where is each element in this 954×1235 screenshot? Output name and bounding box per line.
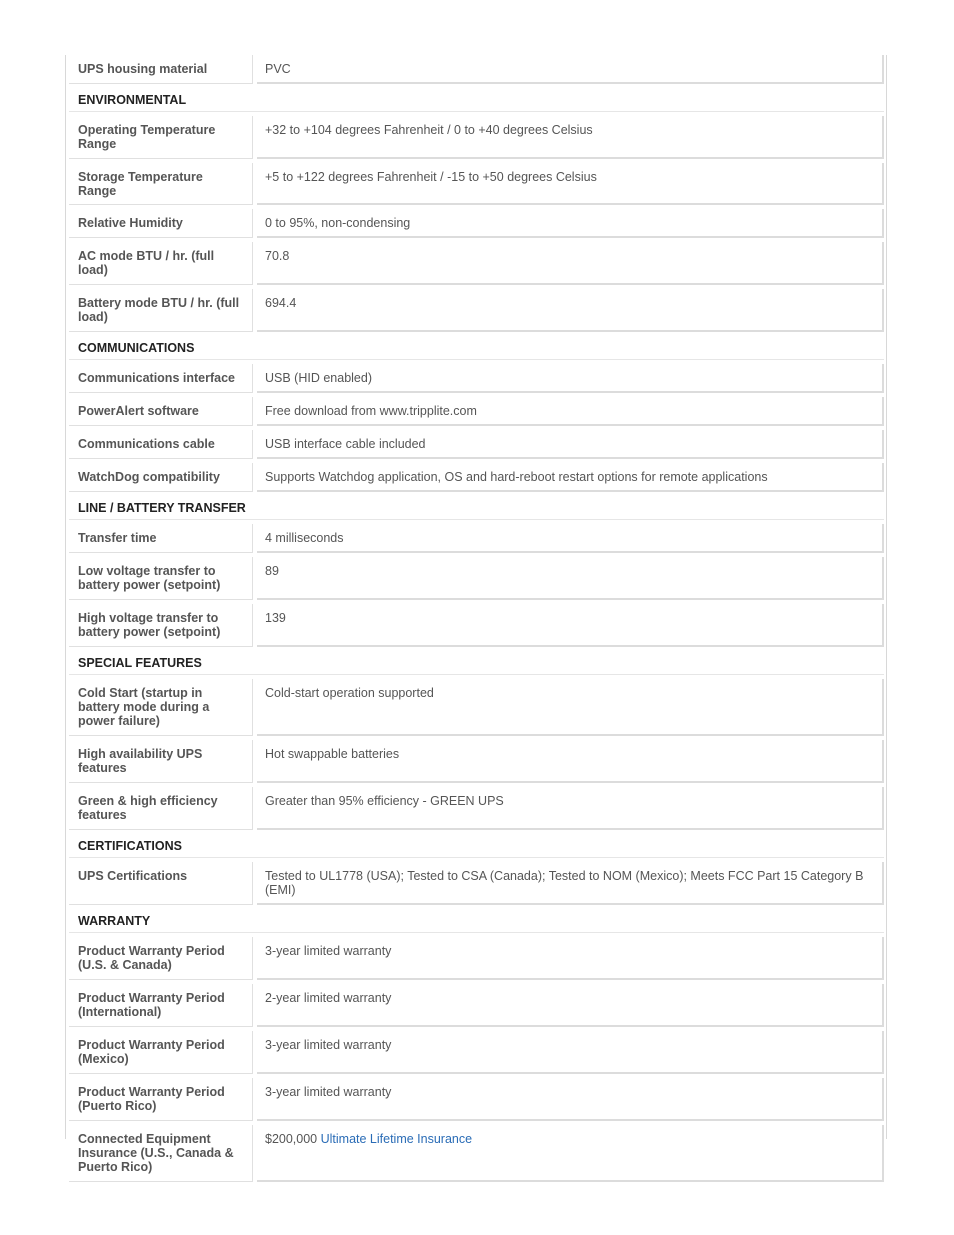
spec-value-text: Cold-start operation supported [265, 686, 434, 700]
spec-value [257, 604, 884, 647]
spec-row [69, 163, 884, 205]
spec-label: Cold Start (startup in battery mode during a power failure) [69, 679, 253, 736]
spec-label: Product Warranty Period (International) [69, 984, 253, 1027]
spec-label: Communications interface [69, 364, 253, 393]
spec-value [257, 463, 884, 492]
spec-label: Green & high efficiency features [69, 787, 253, 830]
spec-value-text: USB (HID enabled) [265, 371, 372, 385]
spec-row [69, 209, 884, 238]
spec-value-text: 3-year limited warranty [265, 1085, 392, 1099]
spec-label: UPS housing material [69, 55, 253, 84]
spec-row [69, 524, 884, 553]
spec-value [257, 209, 884, 238]
spec-label: Low voltage transfer to battery power (setpoint) [69, 557, 253, 600]
spec-row [69, 937, 884, 980]
spec-value-text: Greater than 95% efficiency - GREEN UPS [265, 794, 504, 808]
insurance-link[interactable]: Ultimate Lifetime Insurance [320, 1132, 473, 1146]
spec-row [69, 397, 884, 426]
spec-value [257, 557, 884, 600]
spec-value-text: 139 [265, 611, 286, 625]
spec-value-text: 0 to 95%, non-condensing [265, 216, 411, 230]
spec-row [69, 1078, 884, 1121]
spec-value-text: 2-year limited warranty [265, 991, 392, 1005]
spec-label: AC mode BTU / hr. (full load) [69, 242, 253, 285]
spec-value [257, 430, 884, 459]
spec-row [69, 604, 884, 647]
spec-value [257, 163, 884, 205]
spec-value-text: 89 [265, 564, 279, 578]
section-title: ENVIRONMENTAL [69, 88, 884, 112]
spec-row [69, 679, 884, 736]
spec-value [257, 397, 884, 426]
spec-value-text: 70.8 [265, 249, 290, 263]
spec-label: Product Warranty Period (Puerto Rico) [69, 1078, 253, 1121]
spec-value [257, 116, 884, 159]
spec-value [257, 1031, 884, 1074]
section-title: LINE / BATTERY TRANSFER [69, 496, 884, 520]
spec-value-text: Hot swappable batteries [265, 747, 400, 761]
spec-row [69, 430, 884, 459]
spec-label: Product Warranty Period (U.S. & Canada) [69, 937, 253, 980]
section-title: COMMUNICATIONS [69, 336, 884, 360]
spec-value-text: 3-year limited warranty [265, 1038, 392, 1052]
spec-value [257, 787, 884, 830]
spec-row [69, 242, 884, 285]
spec-row [69, 463, 884, 492]
spec-label: Battery mode BTU / hr. (full load) [69, 289, 253, 332]
spec-label: High availability UPS features [69, 740, 253, 783]
spec-value-text: $200,000 [265, 1132, 321, 1146]
spec-label: High voltage transfer to battery power (setpoint) [69, 604, 253, 647]
spec-row [69, 862, 884, 905]
spec-row [69, 740, 884, 783]
spec-row [69, 557, 884, 600]
spec-label: WatchDog compatibility [69, 463, 253, 492]
spec-value [257, 984, 884, 1027]
spec-value [257, 242, 884, 285]
spec-value [257, 1078, 884, 1121]
spec-row [69, 116, 884, 159]
spec-value [257, 524, 884, 553]
spec-label: UPS Certifications [69, 862, 253, 905]
spec-row [69, 1125, 884, 1182]
section-title: CERTIFICATIONS [69, 834, 884, 858]
spec-value [257, 679, 884, 736]
spec-value [257, 740, 884, 783]
spec-value-text: Tested to UL1778 (USA); Tested to CSA (Canada); Tested to NOM (Mexico); Meets FCC Part 15 Category B (EMI) [265, 869, 864, 897]
spec-value [257, 937, 884, 980]
section-title: SPECIAL FEATURES [69, 651, 884, 675]
spec-value [257, 289, 884, 332]
spec-value-text: Supports Watchdog application, OS and hard-reboot restart options for remote applications [265, 470, 768, 484]
spec-row [69, 55, 884, 84]
spec-label: Transfer time [69, 524, 253, 553]
spec-row [69, 289, 884, 332]
spec-row [69, 787, 884, 830]
spec-label: Connected Equipment Insurance (U.S., Canada & Puerto Rico) [69, 1125, 253, 1182]
section-header-row [69, 496, 884, 520]
spec-row [69, 1031, 884, 1074]
section-header-row [69, 336, 884, 360]
spec-value [257, 364, 884, 393]
section-header-row [69, 88, 884, 112]
spec-value-text: 694.4 [265, 296, 297, 310]
spec-value [257, 1125, 884, 1182]
section-header-row [69, 651, 884, 675]
spec-value-text: PVC [265, 62, 291, 76]
spec-label: PowerAlert software [69, 397, 253, 426]
section-header-row [69, 834, 884, 858]
spec-value-text: 4 milliseconds [265, 531, 344, 545]
spec-table [69, 51, 884, 1186]
spec-value-text: +5 to +122 degrees Fahrenheit / -15 to +50 degrees Celsius [265, 170, 597, 184]
section-title: WARRANTY [69, 909, 884, 933]
spec-label: Storage Temperature Range [69, 163, 253, 205]
spec-label: Communications cable [69, 430, 253, 459]
spec-value-text: 3-year limited warranty [265, 944, 392, 958]
spec-label: Operating Temperature Range [69, 116, 253, 159]
spec-value-text: Free download from www.tripplite.com [265, 404, 477, 418]
spec-value-text: +32 to +104 degrees Fahrenheit / 0 to +40 degrees Celsius [265, 123, 593, 137]
spec-row [69, 364, 884, 393]
spec-value-text: USB interface cable included [265, 437, 426, 451]
spec-value [257, 55, 884, 84]
spec-label: Product Warranty Period (Mexico) [69, 1031, 253, 1074]
spec-value [257, 862, 884, 905]
spec-row [69, 984, 884, 1027]
spec-table-body [69, 55, 884, 1182]
section-header-row [69, 909, 884, 933]
spec-label: Relative Humidity [69, 209, 253, 238]
